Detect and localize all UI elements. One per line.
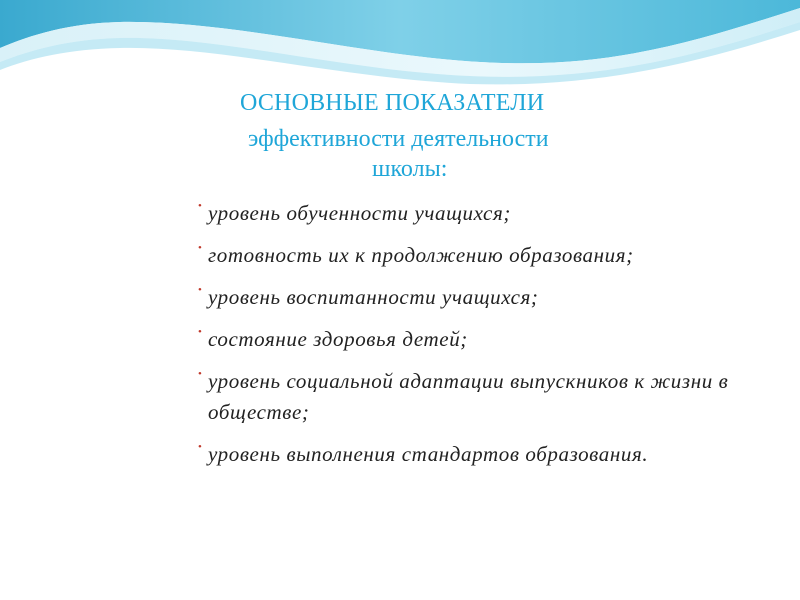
slide-title bbox=[240, 88, 680, 184]
list-item-text: готовность их к продолжению образования; bbox=[208, 243, 634, 267]
bullet-icon: • bbox=[198, 200, 203, 212]
list-item bbox=[198, 366, 738, 428]
bullet-icon: • bbox=[198, 242, 203, 254]
list-item-text: уровень воспитанности учащихся; bbox=[208, 285, 539, 309]
header-wave-decoration bbox=[0, 0, 800, 90]
bullet-icon: • bbox=[198, 368, 203, 380]
title-heading: ОСНОВНЫЕ ПОКАЗАТЕЛИ bbox=[240, 90, 545, 116]
list-item-text: уровень выполнения стандартов образования. bbox=[208, 442, 649, 466]
bullet-icon: • bbox=[198, 326, 203, 338]
title-subheading-end: школы: bbox=[372, 156, 448, 182]
list-item-text: уровень социальной адаптации выпускников к жизни в обществе; bbox=[208, 369, 729, 424]
list-item bbox=[198, 324, 738, 355]
list-item-text: уровень обученности учащихся; bbox=[208, 201, 511, 225]
bullet-icon: • bbox=[198, 441, 203, 453]
title-subheading: эффективности деятельности bbox=[248, 126, 549, 152]
indicators-list bbox=[198, 198, 738, 481]
list-item bbox=[198, 282, 738, 313]
bullet-icon: • bbox=[198, 284, 203, 296]
list-item bbox=[198, 240, 738, 271]
list-item bbox=[198, 198, 738, 229]
list-item bbox=[198, 439, 738, 470]
list-item-text: состояние здоровья детей; bbox=[208, 327, 468, 351]
